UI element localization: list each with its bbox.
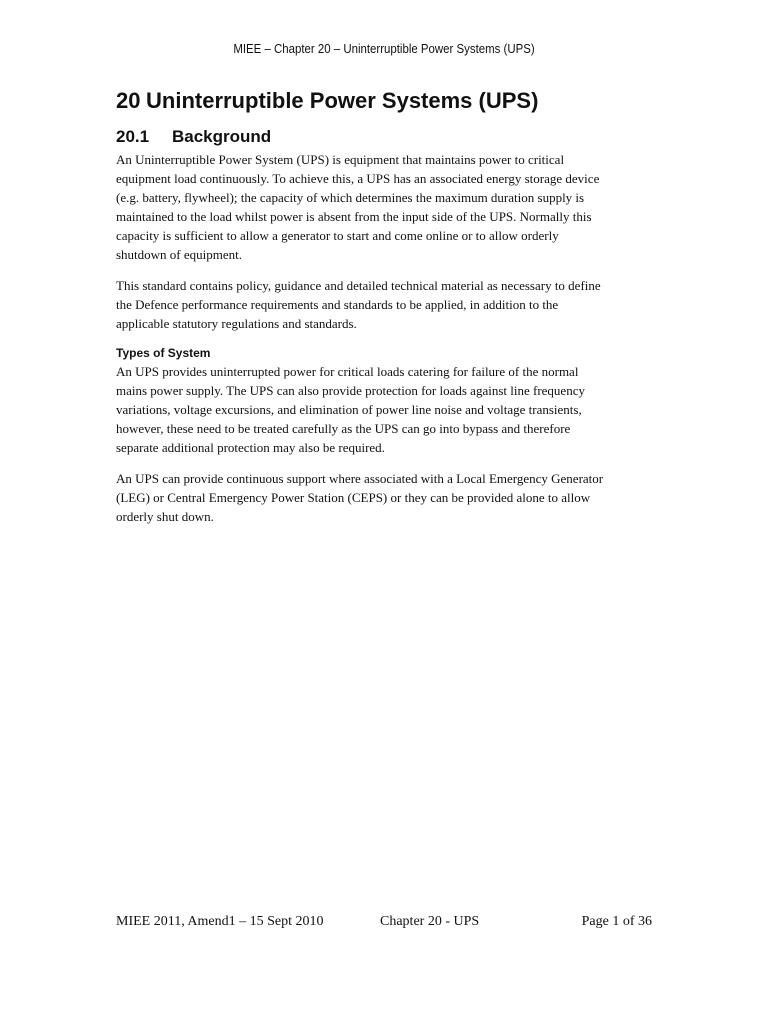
paragraph-spacer (116, 457, 656, 469)
text-line: capacity is sufficient to allow a generator to start and come online or to allow orderly (116, 228, 559, 243)
text-line: however, these need to be treated carefully as the UPS can go into bypass and therefore (116, 421, 571, 436)
footer-chapter: Chapter 20 - UPS (380, 914, 480, 929)
footer-page-number: Page 1 of 36 (581, 914, 652, 929)
subheading-types-of-system: Types of System (116, 346, 211, 360)
text-line: mains power supply. The UPS can also provide protection for loads against line frequency (116, 383, 585, 398)
text-line: variations, voltage excursions, and elimination of power line noise and voltage transients, (116, 402, 582, 417)
paragraph-ups-support (116, 469, 656, 526)
text-line: (e.g. battery, flywheel); the capacity of which determines the maximum duration supply is (116, 190, 585, 205)
section-heading (116, 126, 656, 150)
section-title-text: Background (172, 127, 272, 146)
chapter-title-text: Uninterruptible Power Systems (UPS) (146, 88, 539, 113)
paragraph-spacer (116, 264, 656, 276)
chapter-title (116, 86, 656, 118)
text-line: shutdown of equipment. (116, 247, 243, 262)
text-line: the Defence performance requirements and standards to be applied, in addition to the (116, 297, 559, 312)
text-line: An UPS can provide continuous support where associated with a Local Emergency Generator (116, 471, 604, 486)
text-line: applicable statutory regulations and standards. (116, 316, 357, 331)
paragraph-types-of-system (116, 362, 656, 457)
text-line: This standard contains policy, guidance and detailed technical material as necessary to define (116, 278, 601, 293)
paragraph-standard-scope (116, 276, 656, 333)
paragraph-background (116, 150, 656, 264)
section-number: 20.1 (116, 127, 150, 146)
text-line: equipment load continuously. To achieve this, a UPS has an associated energy storage device (116, 171, 600, 186)
text-line: orderly shut down. (116, 509, 214, 524)
text-line: maintained to the load whilst power is absent from the input side of the UPS. Normally this (116, 209, 592, 224)
paragraph-spacer (116, 333, 656, 345)
chapter-number: 20 (116, 88, 141, 113)
running-header: MIEE – Chapter 20 – Uninterruptible Power Systems (UPS) (233, 41, 535, 56)
page-content (116, 86, 656, 526)
footer-document-version: MIEE 2011, Amend1 – 15 Sept 2010 (116, 914, 324, 929)
text-line: An UPS provides uninterrupted power for critical loads catering for failure of the normal (116, 364, 579, 379)
text-line: separate additional protection may also be required. (116, 440, 385, 455)
text-line: (LEG) or Central Emergency Power Station (CEPS) or they can be provided alone to allow (116, 490, 591, 505)
text-line: An Uninterruptible Power System (UPS) is equipment that maintains power to critical (116, 152, 565, 167)
